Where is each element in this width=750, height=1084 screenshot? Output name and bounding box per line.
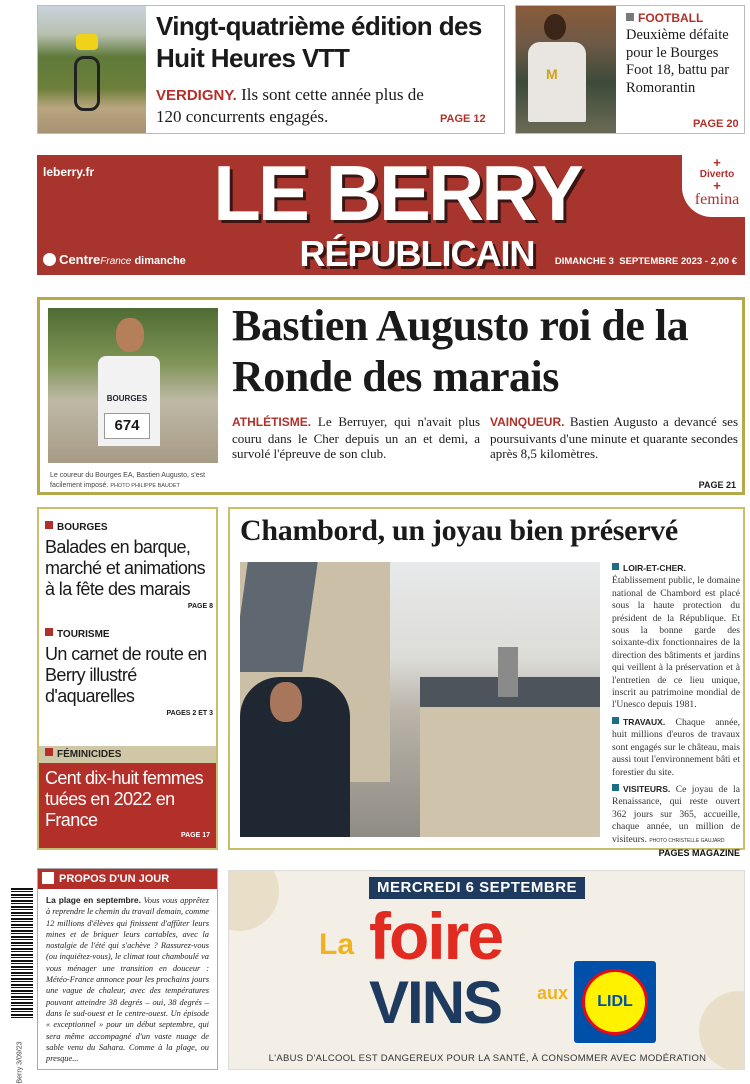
ad-la: La — [319, 928, 355, 961]
teaser-title: Vingt-quatrième édition des Huit Heures VTT — [156, 11, 482, 73]
teaser-column — [156, 10, 501, 127]
race-bib: 674 — [104, 413, 150, 439]
teaser-vtt[interactable] — [37, 5, 505, 134]
football-text: Deuxième défaite pour le Bourges Foot 18, battu par Romorantin — [626, 27, 730, 96]
lidl-ad[interactable] — [228, 870, 745, 1070]
ad-foire: foire — [369, 899, 503, 973]
vtt-photo — [38, 6, 146, 133]
barcode — [11, 888, 33, 1018]
ad-date: MERCREDI 6 SEPTEMBRE — [369, 877, 585, 899]
football-page: PAGE 20 — [693, 118, 739, 130]
brief-bourges[interactable]: BOURGES Balades en barque, marché et animations à la fête des marais PAGE 8 — [45, 522, 213, 610]
propos-box[interactable] — [37, 868, 218, 1070]
brief-feminicides[interactable]: FÉMINICIDES Cent dix-huit femmes tuées en 2022 en France PAGE 17 — [39, 746, 216, 848]
barcode-text: Berry 3/09/23 — [16, 1041, 24, 1084]
runner-photo — [48, 308, 218, 463]
lead-col1: ATHLÉTISME. Le Berruyer, qui n'avait plus couru dans le Cher depuis un an et demi, a survolé l'épreuve de son club. — [232, 414, 481, 461]
ad-aux: aux — [537, 983, 569, 1003]
teaser-text — [156, 84, 431, 127]
centrefrance-icon — [43, 253, 56, 266]
propos-header: PROPOS D'UN JOUR — [38, 869, 217, 889]
chambord-headline: Chambord, un joyau bien préservé — [240, 514, 678, 547]
supplements-badge[interactable]: + Diverto + femina — [682, 155, 745, 217]
chambord-page: PAGES MAGAZINE — [658, 847, 740, 858]
masthead-title-line2: RÉPUBLICAIN — [299, 233, 535, 274]
lead-headline: Bastien Augusto roi de la Ronde des marais — [232, 301, 689, 401]
teaser-page: PAGE 12 — [440, 113, 486, 125]
propos-text: La plage en septembre. Vous vous apprêtez à reprendre le chemin du travail demain, comme 12 millions d'élèves qui finissent d'affûter leurs mines et de briquer leurs cartables, avec la nostalgie de l'été qui s'achève ? Rassurez-vous (ou inquiétez-vous), le climat tout chamboulé va vous ménager une transition en douceur : Météo-France annonce pour les prochains jours une vague de chaleur, avec des températures pouvant atteindre 38 degrés – oui, 38 degrés – dans le sud-ouest et le centre-ouest. Un épisode « exceptionnel » pour un début septembre, qui sera même accompagné d'un vaste nuage de sable venu du Sahara. Comme à la plage, ou presque... — [46, 895, 210, 1064]
lead-col2: VAINQUEUR. Bastien Augusto a devancé ses poursuivants d'une minute et quarante secondes après 8,5 kilomètres. — [490, 414, 739, 461]
ad-vins: VINS — [369, 969, 502, 1036]
football-kicker: FOOTBALL — [626, 11, 703, 25]
bib-sponsor: BOURGES — [106, 394, 148, 403]
teaser-kicker: VERDIGNY. — [156, 87, 237, 104]
lead-page: PAGE 21 — [698, 480, 736, 490]
masthead — [37, 155, 745, 275]
publisher-logo: CentreFrance dimanche — [43, 252, 186, 267]
brief-tourisme[interactable]: TOURISME Un carnet de route en Berry illustré d'aquarelles PAGES 2 ET 3 — [45, 629, 213, 717]
photo-caption: Le coureur du Bourges EA, Bastien Augusto, s'est facilement imposé. PHOTO PHILIPPE BAUDET — [50, 472, 206, 489]
briefs-flow — [45, 521, 213, 719]
masthead-title-line1: LE BERRY — [213, 155, 581, 237]
football-photo: M — [516, 6, 616, 133]
ad-disclaimer: L'ABUS D'ALCOOL EST DANGEREUX POUR LA SANTÉ, À CONSOMMER AVEC MODÉRATION — [268, 1053, 707, 1064]
lead-story[interactable] — [37, 297, 745, 495]
chambord-photo — [240, 562, 600, 837]
website-link[interactable]: leberry.fr — [43, 165, 95, 179]
lidl-logo: LIDL — [574, 961, 656, 1043]
chambord-sidebar: LOIR-ET-CHER. Établissement public, le domaine national de Chambord est placé sous la haute protection du président de la République. Et sous la bonne garde des soixante-dix fonctionnaires de la direction des bâtiments et jardins qui veillent à la préservation et à l'entretien de ce lieu unique, inscrit au patrimoine mondial de l'Unesco depuis 1981. TRAVAUX. Chaque année, huit millions d'euros de travaux sont engagés sur le château, mais aussi tout l'environnement bâti et forestier du site. VISITEURS. Ce joyau de la Renaissance, qui reste ouvert 362 jours sur 365, accueille, chaque année, un million de visiteurs. PHOTO CHRISTELLE GAUJARD PAGES MAGAZINE — [612, 563, 740, 858]
date-price: DIMANCHE 3 SEPTEMBRE 2023 - 2,00 € — [554, 256, 737, 267]
teaser-body: Ils sont cette année plus de 120 concurrents engagés. — [156, 85, 424, 126]
chambord-story[interactable] — [228, 507, 745, 858]
teaser-football[interactable] — [515, 5, 745, 134]
briefs-column — [37, 507, 218, 850]
